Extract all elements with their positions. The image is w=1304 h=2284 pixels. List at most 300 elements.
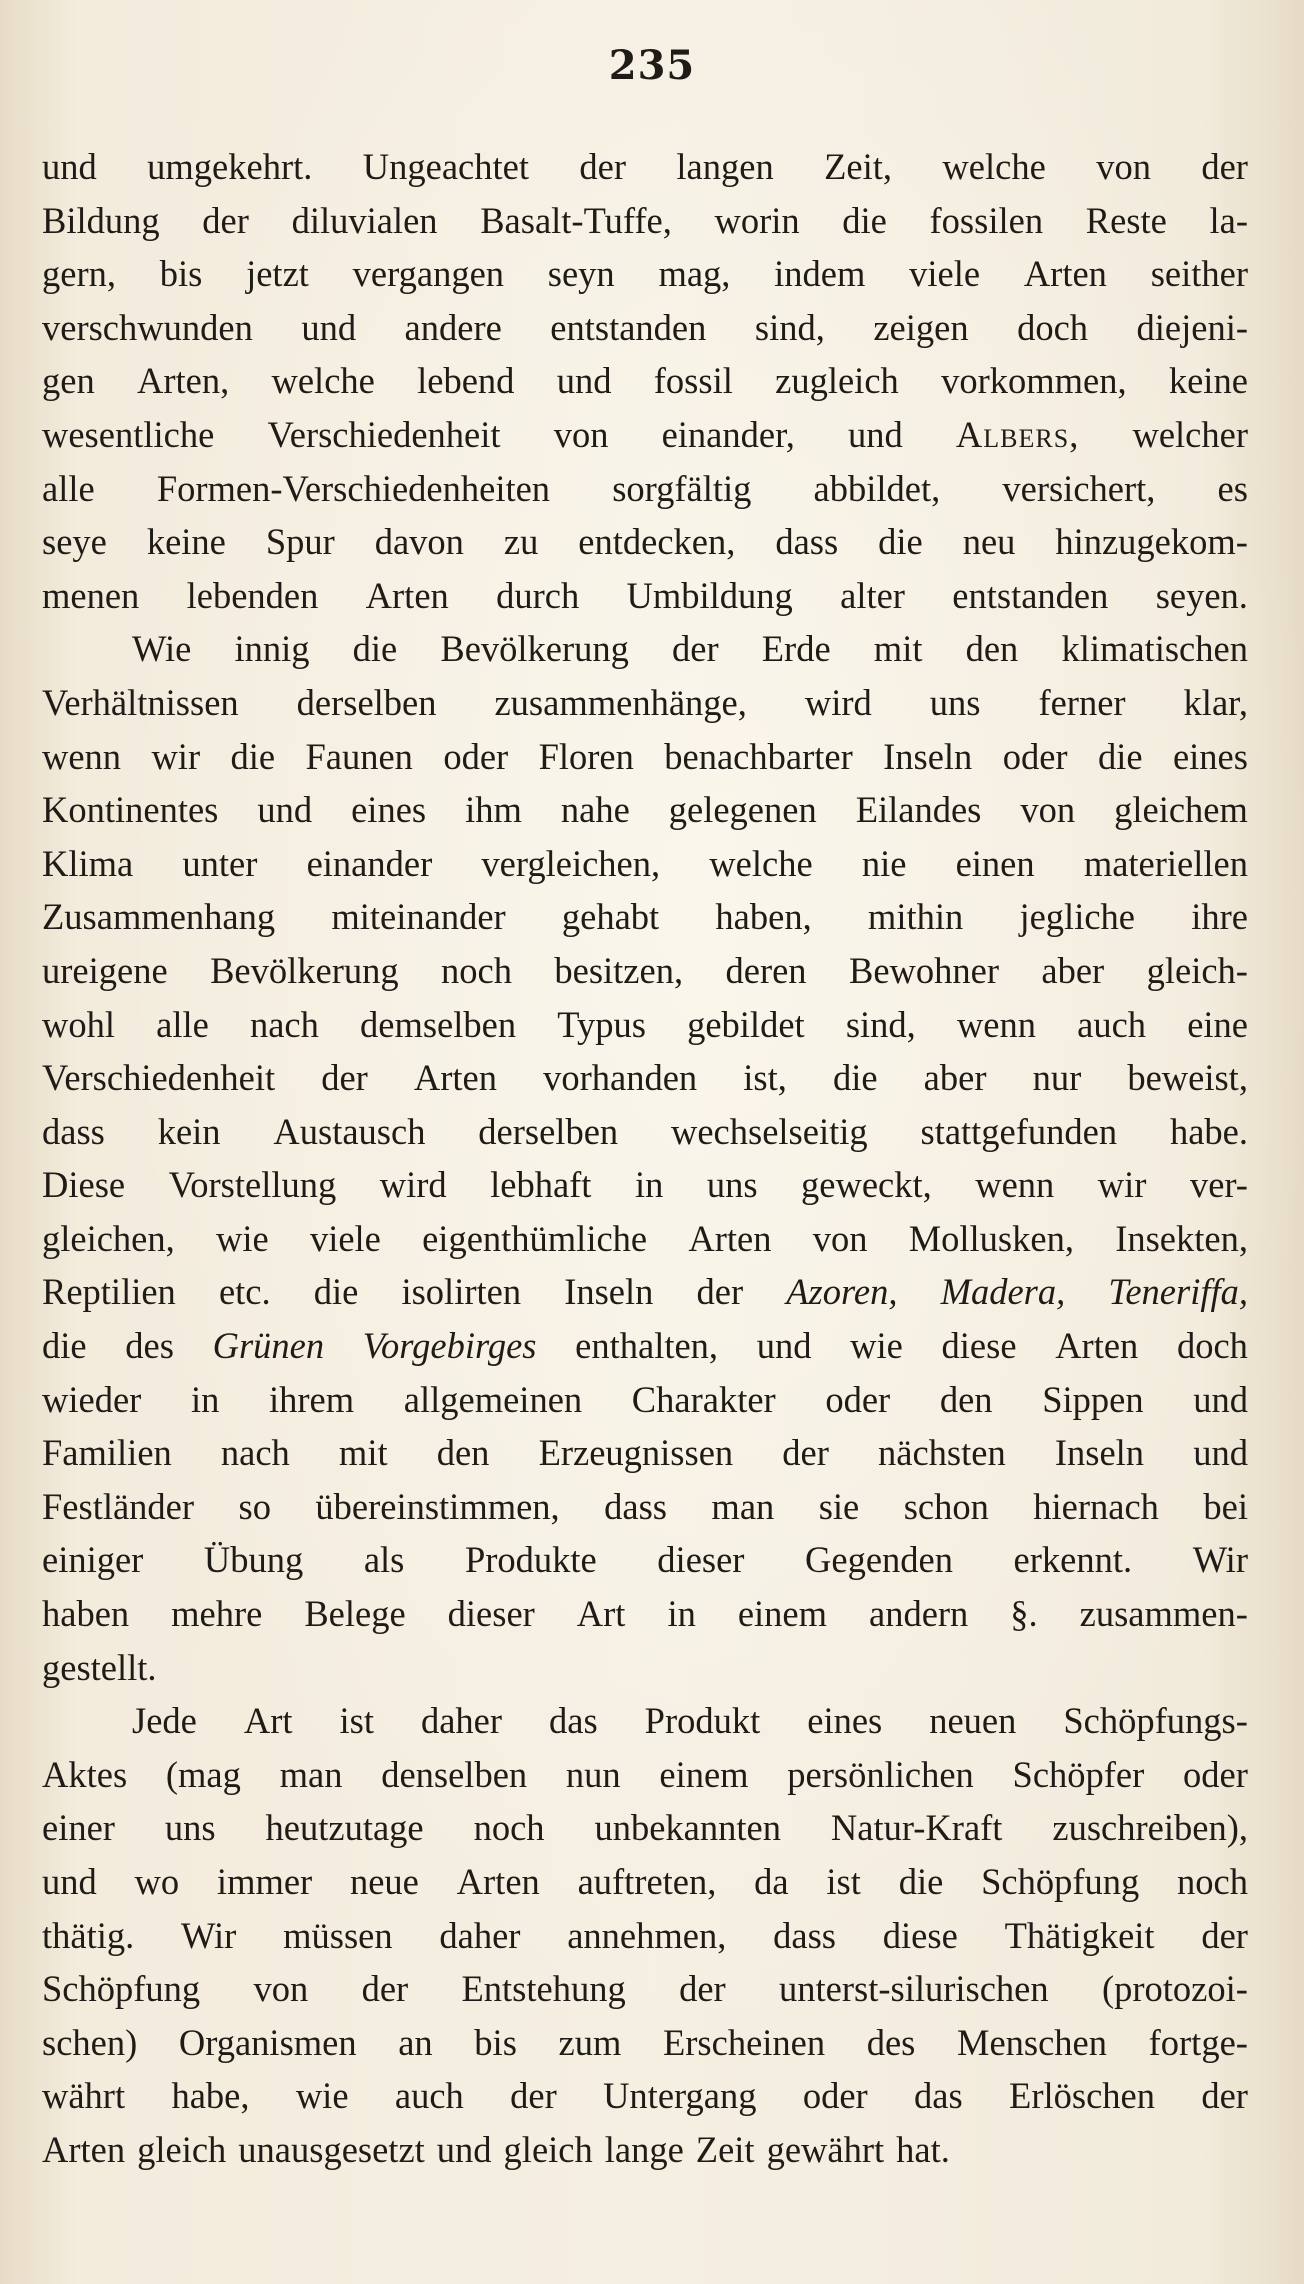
word: entstanden bbox=[550, 306, 707, 348]
word: ihre bbox=[1191, 896, 1248, 938]
word: welche bbox=[942, 146, 1046, 187]
word: dieser bbox=[657, 1539, 745, 1581]
word: denselben bbox=[381, 1753, 528, 1795]
text-line bbox=[42, 1962, 1248, 2016]
word: gehabt bbox=[561, 896, 660, 938]
word: der bbox=[672, 628, 719, 670]
word: Sippen bbox=[1042, 1378, 1144, 1420]
word: doch bbox=[1176, 1325, 1248, 1367]
word: und bbox=[301, 306, 357, 348]
word: Typus bbox=[557, 1003, 646, 1045]
word: isolirten bbox=[401, 1271, 522, 1313]
text-line bbox=[42, 837, 1248, 891]
word: daher bbox=[439, 1914, 521, 1956]
word: welche bbox=[271, 360, 375, 402]
word: Entstehung bbox=[461, 1968, 626, 2010]
word: alle bbox=[156, 1003, 209, 1045]
text-line bbox=[42, 194, 1248, 248]
word: Inseln bbox=[1054, 1432, 1145, 1474]
word: mag, bbox=[658, 253, 731, 295]
word: derselben bbox=[478, 1110, 619, 1152]
word: sind, bbox=[845, 1003, 916, 1045]
text-line bbox=[42, 944, 1248, 998]
word: oder bbox=[443, 735, 509, 777]
word: das bbox=[914, 2075, 963, 2117]
word: noch bbox=[441, 949, 512, 991]
word: beweist, bbox=[1127, 1057, 1248, 1099]
word: die bbox=[832, 1057, 878, 1099]
word: die bbox=[42, 1325, 87, 1367]
word: jetzt bbox=[246, 253, 309, 295]
word: fortge- bbox=[1148, 2021, 1248, 2063]
text-line bbox=[42, 783, 1248, 837]
word: heutzutage bbox=[265, 1807, 424, 1849]
word: vergleichen, bbox=[481, 842, 661, 884]
word: umgekehrt. bbox=[147, 146, 313, 187]
word: benachbarter bbox=[664, 735, 853, 777]
word: oder bbox=[825, 1378, 891, 1420]
word: eine bbox=[1187, 1003, 1248, 1045]
word: müssen bbox=[283, 1914, 393, 1956]
word: der bbox=[1201, 1914, 1248, 1956]
word: Zeit bbox=[695, 2128, 755, 2170]
word: diese bbox=[941, 1325, 1017, 1367]
word: von bbox=[1096, 146, 1151, 187]
word: von bbox=[812, 1217, 868, 1259]
word: keine bbox=[146, 521, 226, 563]
word: (mag bbox=[165, 1753, 241, 1795]
text-line bbox=[42, 2016, 1248, 2070]
word: Grünen bbox=[212, 1325, 325, 1367]
word: die bbox=[313, 1271, 359, 1313]
word: wir bbox=[151, 735, 201, 777]
word: (protozoi- bbox=[1101, 1968, 1248, 2010]
word: la- bbox=[1209, 199, 1248, 241]
text-line bbox=[42, 408, 1248, 462]
word: aber bbox=[923, 1057, 987, 1099]
word: ferner bbox=[1038, 681, 1126, 723]
word: doch bbox=[1017, 306, 1089, 348]
word: Familien bbox=[42, 1432, 172, 1474]
word: ihrem bbox=[269, 1378, 355, 1420]
word: innig bbox=[234, 628, 310, 670]
word: Gegenden bbox=[805, 1539, 953, 1581]
word: Klima bbox=[42, 842, 134, 884]
word: die bbox=[898, 1861, 944, 1902]
word: diluvialen bbox=[291, 199, 438, 241]
word: des bbox=[125, 1325, 174, 1367]
text-line bbox=[42, 1319, 1248, 1373]
word: Schöpfung bbox=[981, 1861, 1140, 1902]
word: der bbox=[1201, 2075, 1248, 2117]
word: wir bbox=[1097, 1164, 1147, 1206]
word: Zeit, bbox=[824, 146, 893, 187]
word: der bbox=[361, 1968, 409, 2010]
text-line bbox=[42, 1265, 1248, 1319]
word: thätig. bbox=[42, 1914, 135, 1956]
word: noch bbox=[473, 1807, 545, 1849]
word: zu bbox=[503, 521, 539, 563]
word: übereinstimmen, bbox=[315, 1485, 560, 1527]
word: unausgesetzt bbox=[238, 2128, 425, 2170]
word: dass bbox=[42, 1110, 105, 1152]
word: von bbox=[1020, 789, 1076, 831]
word: der bbox=[510, 2075, 557, 2117]
word: aber bbox=[1041, 949, 1105, 991]
word: den bbox=[965, 628, 1019, 670]
word: Verschiedenheit bbox=[267, 413, 501, 455]
text-line bbox=[42, 354, 1248, 408]
word: Arten bbox=[688, 1217, 772, 1259]
text-line bbox=[42, 462, 1248, 516]
word: allgemeinen bbox=[403, 1378, 583, 1420]
word: bis bbox=[159, 253, 203, 295]
word: Albers, bbox=[955, 413, 1080, 455]
word: stattgefunden bbox=[920, 1110, 1118, 1152]
word: Azoren, bbox=[786, 1271, 898, 1313]
word: Bildung bbox=[42, 199, 160, 241]
word: wo bbox=[134, 1861, 180, 1902]
word: der bbox=[321, 1057, 368, 1099]
word: sie bbox=[818, 1485, 860, 1527]
word: neu bbox=[962, 521, 1016, 563]
word: fossil bbox=[653, 360, 733, 402]
word: Teneriffa, bbox=[1108, 1271, 1248, 1313]
word: geweckt, bbox=[801, 1164, 932, 1206]
body-text bbox=[42, 140, 1248, 2177]
text-line bbox=[42, 998, 1248, 1052]
word: miteinander bbox=[331, 896, 506, 938]
word: erkennt. bbox=[1013, 1539, 1133, 1581]
word: Belege bbox=[304, 1593, 406, 1635]
word: alle bbox=[42, 467, 95, 509]
word: gleichem bbox=[1114, 789, 1248, 831]
word: und bbox=[848, 413, 903, 455]
word: des bbox=[866, 2021, 916, 2063]
word: die bbox=[1097, 735, 1143, 777]
word: Produkt bbox=[644, 1700, 761, 1742]
text-line bbox=[42, 1212, 1248, 1266]
word: Übung bbox=[203, 1539, 304, 1581]
word: Diese bbox=[42, 1164, 126, 1206]
word: in bbox=[190, 1378, 220, 1420]
word: einander bbox=[306, 842, 433, 884]
word: persönlichen bbox=[787, 1753, 974, 1795]
word: gewährt bbox=[766, 2128, 885, 2170]
word: kein bbox=[157, 1110, 221, 1152]
word: besitzen, bbox=[554, 949, 684, 991]
word: vorhanden bbox=[543, 1057, 698, 1099]
word: auch bbox=[394, 2075, 464, 2117]
word: eines bbox=[807, 1700, 883, 1742]
word: davon bbox=[374, 521, 464, 563]
word: oder bbox=[1183, 1753, 1248, 1795]
word: vorkommen, bbox=[941, 360, 1127, 402]
word: worin bbox=[714, 199, 800, 241]
word: Zusammenhang bbox=[42, 896, 276, 938]
word: seither bbox=[1150, 253, 1248, 295]
word: noch bbox=[1177, 1861, 1248, 1902]
word: viele bbox=[909, 253, 981, 295]
word: gern, bbox=[42, 253, 116, 295]
word: eines bbox=[351, 789, 427, 831]
word: Arten bbox=[365, 574, 449, 616]
word: einer bbox=[42, 1807, 115, 1849]
word: wie bbox=[850, 1325, 903, 1367]
word: der bbox=[202, 199, 249, 241]
word: dieser bbox=[447, 1593, 535, 1635]
word: zuschreiben), bbox=[1052, 1807, 1248, 1849]
word: versichert, bbox=[1002, 467, 1156, 509]
word: zum bbox=[558, 2021, 622, 2063]
word: haben bbox=[42, 1593, 130, 1635]
word: verschwunden bbox=[42, 306, 253, 348]
word: habe, bbox=[171, 2075, 250, 2117]
word: welche bbox=[709, 842, 813, 884]
word: zugleich bbox=[775, 360, 899, 402]
word: unbekannten bbox=[594, 1807, 781, 1849]
word: wohl bbox=[42, 1003, 115, 1045]
word: Schöpfung bbox=[42, 1968, 201, 2010]
word: man bbox=[711, 1485, 775, 1527]
word: Kontinentes bbox=[42, 789, 219, 831]
word: nach bbox=[249, 1003, 319, 1045]
word: einem bbox=[737, 1593, 828, 1635]
word: Charakter bbox=[631, 1378, 776, 1420]
word: hat. bbox=[896, 2128, 950, 2170]
word: lebend bbox=[417, 360, 515, 402]
word: unterst-silurischen bbox=[779, 1968, 1049, 2010]
word: wechselseitig bbox=[671, 1110, 868, 1152]
word: einen bbox=[955, 842, 1035, 884]
word: zusammen- bbox=[1079, 1593, 1248, 1635]
text-line bbox=[42, 622, 1248, 676]
word: gleich bbox=[137, 2128, 227, 2170]
text-line bbox=[42, 890, 1248, 944]
text-line bbox=[42, 1801, 1248, 1855]
text-line bbox=[42, 1105, 1248, 1159]
word: andere bbox=[404, 306, 502, 348]
word: diejeni- bbox=[1136, 306, 1248, 348]
word: auch bbox=[1077, 1003, 1147, 1045]
word: den bbox=[436, 1432, 490, 1474]
word: von bbox=[553, 413, 609, 455]
word: Thätigkeit bbox=[1004, 1914, 1155, 1956]
word: dass bbox=[604, 1485, 667, 1527]
word: die bbox=[352, 628, 398, 670]
word: Arten, bbox=[136, 360, 230, 402]
word: hinzugekom- bbox=[1055, 521, 1248, 563]
word: abbildet, bbox=[813, 467, 941, 509]
word: Menschen bbox=[957, 2021, 1108, 2063]
word: mit bbox=[338, 1432, 388, 1474]
word: Vorstellung bbox=[168, 1164, 337, 1206]
word: ist, bbox=[743, 1057, 787, 1099]
word: in bbox=[667, 1593, 696, 1635]
word: vergangen bbox=[352, 253, 505, 295]
word: welcher bbox=[1132, 413, 1248, 455]
word: wie bbox=[216, 1217, 269, 1259]
word: entdecken, bbox=[578, 521, 736, 563]
word: man bbox=[279, 1753, 343, 1795]
word: der bbox=[782, 1432, 829, 1474]
word: sorgfältig bbox=[612, 467, 752, 509]
word: Austausch bbox=[273, 1110, 426, 1152]
word: es bbox=[1217, 467, 1248, 509]
text-line bbox=[42, 1533, 1248, 1587]
word: hiernach bbox=[1033, 1485, 1159, 1527]
text-line bbox=[42, 247, 1248, 301]
word: deren bbox=[725, 949, 807, 991]
word: bei bbox=[1203, 1485, 1248, 1527]
word: ihm bbox=[465, 789, 522, 831]
word: Jede bbox=[132, 1700, 197, 1742]
text-line bbox=[42, 730, 1248, 784]
word: uns bbox=[164, 1807, 216, 1849]
word: habe. bbox=[1169, 1110, 1248, 1152]
word: Schöpfungs- bbox=[1063, 1700, 1248, 1742]
word: §. bbox=[1010, 1593, 1038, 1635]
word: nach bbox=[220, 1432, 290, 1474]
word: Organismen bbox=[178, 2021, 357, 2063]
word: fossilen bbox=[929, 199, 1044, 241]
word: Vorgebirges bbox=[362, 1325, 537, 1367]
word: Bevölkerung bbox=[440, 628, 629, 670]
word: durch bbox=[496, 574, 580, 616]
word: alter bbox=[840, 574, 905, 616]
word: lange bbox=[604, 2128, 684, 2170]
word: Verschiedenheit bbox=[42, 1057, 276, 1099]
word: und bbox=[257, 789, 313, 831]
word: bis bbox=[474, 2021, 517, 2063]
word: und bbox=[556, 360, 612, 402]
word: die bbox=[230, 735, 276, 777]
word: und bbox=[1193, 1432, 1248, 1474]
word: wesentliche bbox=[42, 413, 215, 455]
word: und bbox=[436, 2128, 492, 2170]
word: gleichen, bbox=[42, 1217, 175, 1259]
word: Insekten, bbox=[1115, 1217, 1248, 1259]
word: nur bbox=[1032, 1057, 1082, 1099]
word: die bbox=[842, 199, 887, 241]
word: Reptilien bbox=[42, 1271, 176, 1313]
word: menen bbox=[42, 574, 140, 616]
word: an bbox=[398, 2021, 433, 2063]
word: unter bbox=[182, 842, 258, 884]
word: Madera, bbox=[940, 1271, 1066, 1313]
word: nächsten bbox=[878, 1432, 1006, 1474]
word: und bbox=[42, 1861, 97, 1902]
word: Art bbox=[243, 1700, 293, 1742]
word: das bbox=[549, 1700, 598, 1742]
word: wie bbox=[295, 2075, 349, 2117]
word: Schöpfer bbox=[1012, 1753, 1145, 1795]
word: entstanden bbox=[952, 574, 1109, 616]
word: Ungeachtet bbox=[362, 146, 529, 187]
word: Arten bbox=[42, 2128, 126, 2170]
text-line bbox=[42, 1855, 1248, 1909]
word: Umbildung bbox=[626, 574, 793, 616]
word: gebildet bbox=[687, 1003, 805, 1045]
word: auftreten, bbox=[577, 1861, 717, 1902]
word: den bbox=[939, 1378, 993, 1420]
word: der bbox=[679, 1968, 726, 2010]
word: Untergang bbox=[603, 2075, 757, 2117]
text-line bbox=[42, 2069, 1248, 2123]
text-line bbox=[42, 1641, 1248, 1695]
word: Floren bbox=[538, 735, 634, 777]
word: in bbox=[634, 1164, 664, 1206]
word: lebhaft bbox=[490, 1164, 592, 1206]
word: Faunen bbox=[305, 735, 413, 777]
text-line bbox=[42, 1373, 1248, 1427]
word: währt bbox=[42, 2075, 126, 2117]
text-line bbox=[42, 1587, 1248, 1641]
word: wieder bbox=[42, 1378, 142, 1420]
word: zusammenhänge, bbox=[494, 681, 747, 723]
word: oder bbox=[1002, 735, 1068, 777]
word: Arten bbox=[413, 1057, 498, 1099]
word: da bbox=[754, 1861, 789, 1902]
word: von bbox=[253, 1968, 309, 2010]
text-line bbox=[42, 1158, 1248, 1212]
word: andern bbox=[869, 1593, 969, 1635]
word: etc. bbox=[218, 1271, 271, 1313]
word: schen) bbox=[42, 2021, 138, 2063]
word: dass bbox=[775, 521, 839, 563]
word: eigenthümliche bbox=[422, 1217, 648, 1259]
word: Inseln bbox=[564, 1271, 654, 1313]
word: Erscheinen bbox=[662, 2021, 826, 2063]
word: Wir bbox=[1192, 1539, 1248, 1581]
word: schon bbox=[903, 1485, 989, 1527]
text-line bbox=[42, 569, 1248, 623]
word: dass bbox=[773, 1914, 836, 1956]
word: gen bbox=[42, 360, 95, 402]
word: der bbox=[696, 1271, 744, 1313]
word: sind, bbox=[754, 306, 825, 348]
word: ist bbox=[826, 1861, 861, 1902]
word: Aktes bbox=[42, 1753, 128, 1795]
word: zeigen bbox=[873, 306, 969, 348]
text-line bbox=[42, 1909, 1248, 1963]
word: wird bbox=[804, 681, 872, 723]
word: Basalt-Tuffe, bbox=[480, 199, 672, 241]
word: Formen-Verschiedenheiten bbox=[156, 467, 551, 509]
word: enthalten, bbox=[575, 1325, 719, 1367]
word: wenn bbox=[956, 1003, 1036, 1045]
word: Arten bbox=[1023, 253, 1107, 295]
word: wenn bbox=[975, 1164, 1055, 1206]
word: Wie bbox=[132, 628, 192, 670]
word: Inseln bbox=[883, 735, 973, 777]
word: klar, bbox=[1183, 681, 1248, 723]
word: und bbox=[42, 146, 97, 187]
word: Reste bbox=[1085, 199, 1167, 241]
word: die bbox=[878, 521, 923, 563]
word: mehre bbox=[171, 1593, 263, 1635]
word: materiellen bbox=[1083, 842, 1248, 884]
word: ist bbox=[339, 1700, 374, 1742]
word: Bevölkerung bbox=[210, 949, 399, 991]
word: Spur bbox=[265, 521, 335, 563]
word: lebenden bbox=[186, 574, 319, 616]
word: der bbox=[1201, 146, 1248, 187]
text-line bbox=[42, 301, 1248, 355]
word: Arten bbox=[1055, 1325, 1139, 1367]
word: langen bbox=[676, 146, 774, 187]
word: Verhältnissen bbox=[42, 681, 239, 723]
